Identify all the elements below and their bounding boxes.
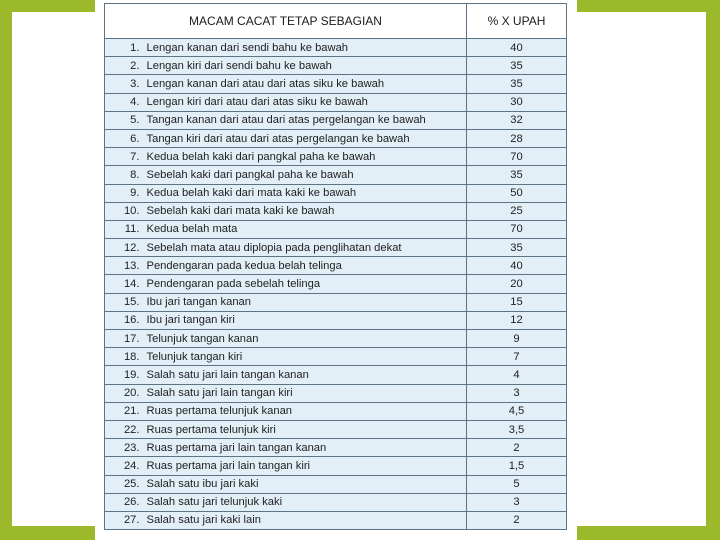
- row-name: Pendengaran pada kedua belah telinga: [143, 257, 467, 275]
- disability-table: [104, 3, 567, 530]
- row-number: 11.: [105, 220, 143, 238]
- row-name: Telunjuk tangan kiri: [143, 348, 467, 366]
- row-number: 25.: [105, 475, 143, 493]
- row-number: 14.: [105, 275, 143, 293]
- row-name: Pendengaran pada sebelah telinga: [143, 275, 467, 293]
- row-name: Ibu jari tangan kanan: [143, 293, 467, 311]
- row-name: Lengan kanan dari sendi bahu ke bawah: [143, 39, 467, 57]
- table-row: [105, 129, 567, 147]
- table-row: [105, 457, 567, 475]
- row-number: 16.: [105, 311, 143, 329]
- row-number: 20.: [105, 384, 143, 402]
- table-row: [105, 220, 567, 238]
- row-number: 12.: [105, 239, 143, 257]
- table-row: [105, 239, 567, 257]
- row-value: 3: [467, 493, 567, 511]
- row-name: Salah satu jari telunjuk kaki: [143, 493, 467, 511]
- row-name: Telunjuk tangan kanan: [143, 330, 467, 348]
- table-row: [105, 402, 567, 420]
- row-value: 50: [467, 184, 567, 202]
- frame-left-border: [0, 0, 12, 540]
- row-name: Lengan kanan dari atau dari atas siku ke bawah: [143, 75, 467, 93]
- table-row: [105, 275, 567, 293]
- table-row: [105, 202, 567, 220]
- row-number: 9.: [105, 184, 143, 202]
- table-row: [105, 420, 567, 438]
- row-name: Tangan kiri dari atau dari atas pergelangan ke bawah: [143, 129, 467, 147]
- row-number: 1.: [105, 39, 143, 57]
- table-row: [105, 148, 567, 166]
- row-value: 25: [467, 202, 567, 220]
- row-number: 18.: [105, 348, 143, 366]
- table-row: [105, 348, 567, 366]
- row-number: 24.: [105, 457, 143, 475]
- row-number: 17.: [105, 330, 143, 348]
- row-number: 2.: [105, 57, 143, 75]
- row-name: Salah satu ibu jari kaki: [143, 475, 467, 493]
- row-value: 35: [467, 57, 567, 75]
- row-number: 10.: [105, 202, 143, 220]
- row-name: Ruas pertama jari lain tangan kanan: [143, 439, 467, 457]
- row-number: 4.: [105, 93, 143, 111]
- row-name: Salah satu jari lain tangan kiri: [143, 384, 467, 402]
- row-number: 19.: [105, 366, 143, 384]
- document-sheet: [95, 0, 577, 540]
- row-value: 40: [467, 257, 567, 275]
- row-value: 7: [467, 348, 567, 366]
- table-row: [105, 439, 567, 457]
- table-row: [105, 75, 567, 93]
- table-row: [105, 311, 567, 329]
- table-row: [105, 184, 567, 202]
- row-value: 2: [467, 511, 567, 529]
- row-value: 70: [467, 220, 567, 238]
- row-value: 40: [467, 39, 567, 57]
- row-value: 4,5: [467, 402, 567, 420]
- row-name: Sebelah kaki dari pangkal paha ke bawah: [143, 166, 467, 184]
- row-number: 5.: [105, 111, 143, 129]
- row-name: Salah satu jari kaki lain: [143, 511, 467, 529]
- row-name: Kedua belah mata: [143, 220, 467, 238]
- row-value: 35: [467, 239, 567, 257]
- row-value: 12: [467, 311, 567, 329]
- row-number: 6.: [105, 129, 143, 147]
- row-name: Sebelah kaki dari mata kaki ke bawah: [143, 202, 467, 220]
- table-row: [105, 475, 567, 493]
- table-row: [105, 166, 567, 184]
- row-name: Salah satu jari lain tangan kanan: [143, 366, 467, 384]
- row-value: 2: [467, 439, 567, 457]
- table-row: [105, 57, 567, 75]
- row-name: Ruas pertama telunjuk kiri: [143, 420, 467, 438]
- row-value: 30: [467, 93, 567, 111]
- header-title: MACAM CACAT TETAP SEBAGIAN: [105, 4, 467, 39]
- row-value: 3,5: [467, 420, 567, 438]
- row-name: Sebelah mata atau diplopia pada penglihatan dekat: [143, 239, 467, 257]
- table-row: [105, 366, 567, 384]
- table-header-row: [105, 4, 567, 39]
- table-row: [105, 330, 567, 348]
- table-body: [105, 39, 567, 530]
- table-row: [105, 257, 567, 275]
- row-number: 22.: [105, 420, 143, 438]
- table-row: [105, 384, 567, 402]
- row-value: 32: [467, 111, 567, 129]
- row-value: 70: [467, 148, 567, 166]
- row-value: 1,5: [467, 457, 567, 475]
- row-name: Tangan kanan dari atau dari atas pergelangan ke bawah: [143, 111, 467, 129]
- row-value: 9: [467, 330, 567, 348]
- table-row: [105, 39, 567, 57]
- row-number: 26.: [105, 493, 143, 511]
- row-name: Kedua belah kaki dari mata kaki ke bawah: [143, 184, 467, 202]
- row-number: 27.: [105, 511, 143, 529]
- table-row: [105, 93, 567, 111]
- row-name: Lengan kiri dari sendi bahu ke bawah: [143, 57, 467, 75]
- row-number: 7.: [105, 148, 143, 166]
- row-value: 35: [467, 166, 567, 184]
- row-value: 3: [467, 384, 567, 402]
- row-value: 35: [467, 75, 567, 93]
- frame-right-border: [706, 0, 720, 540]
- row-name: Ruas pertama telunjuk kanan: [143, 402, 467, 420]
- table-row: [105, 293, 567, 311]
- row-number: 3.: [105, 75, 143, 93]
- row-number: 21.: [105, 402, 143, 420]
- row-value: 20: [467, 275, 567, 293]
- row-value: 28: [467, 129, 567, 147]
- row-value: 5: [467, 475, 567, 493]
- row-name: Lengan kiri dari atau dari atas siku ke bawah: [143, 93, 467, 111]
- row-number: 15.: [105, 293, 143, 311]
- header-value-label: % X UPAH: [467, 4, 567, 39]
- row-value: 15: [467, 293, 567, 311]
- table-row: [105, 111, 567, 129]
- row-name: Kedua belah kaki dari pangkal paha ke bawah: [143, 148, 467, 166]
- row-number: 13.: [105, 257, 143, 275]
- row-number: 8.: [105, 166, 143, 184]
- row-name: Ruas pertama jari lain tangan kiri: [143, 457, 467, 475]
- row-value: 4: [467, 366, 567, 384]
- table-row: [105, 511, 567, 529]
- table-row: [105, 493, 567, 511]
- row-name: Ibu jari tangan kiri: [143, 311, 467, 329]
- row-number: 23.: [105, 439, 143, 457]
